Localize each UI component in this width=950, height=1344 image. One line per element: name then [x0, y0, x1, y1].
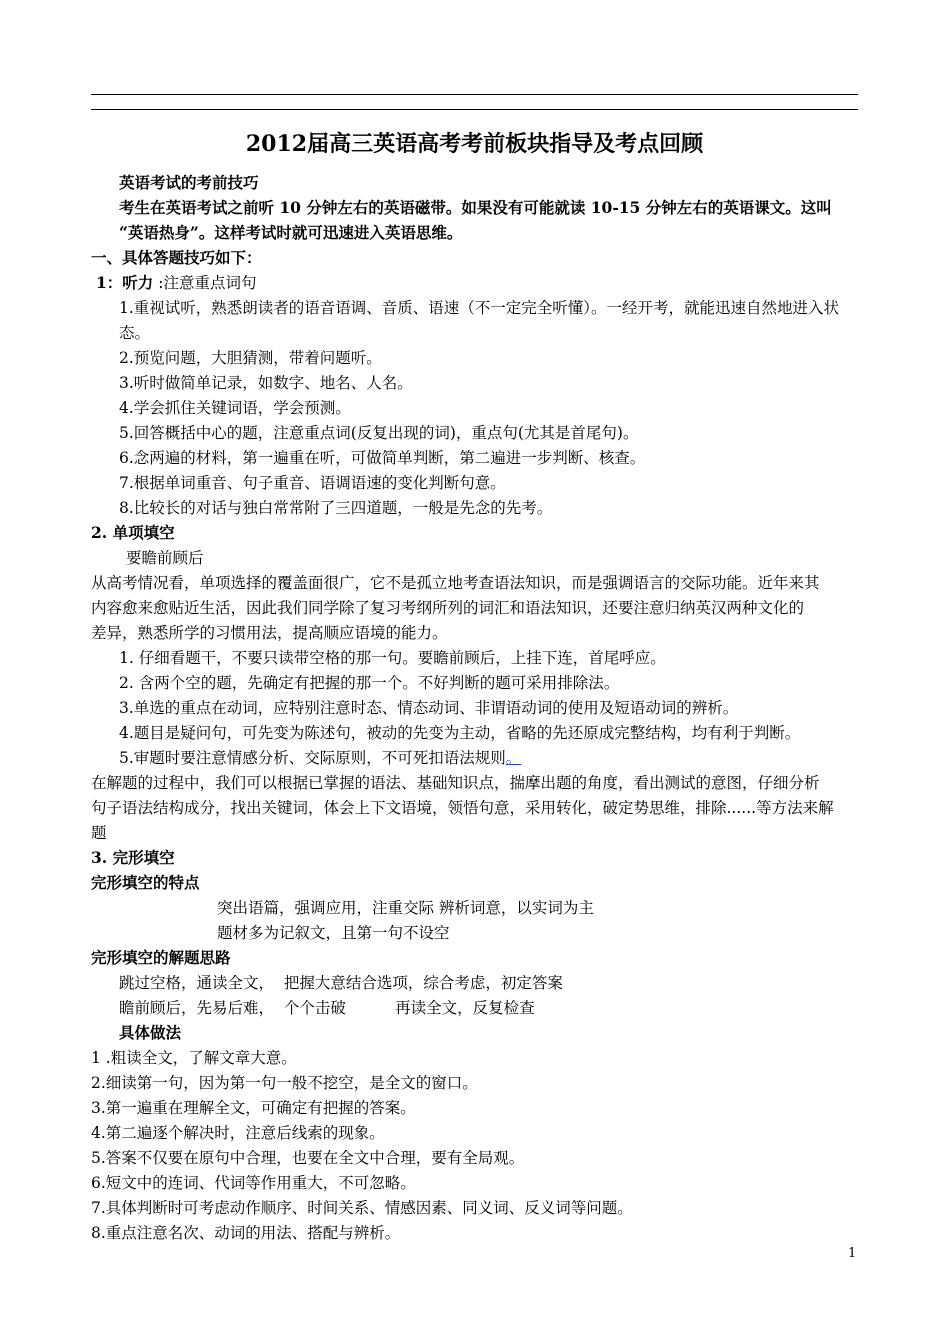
list-item: 4.学会抓住关键词语，学会预测。	[119, 399, 351, 417]
cloze-approach: 跳过空格，通读全文， 把握大意结合选项，综合考虑，初定答案	[119, 974, 563, 992]
list-item: 1. 仔细看题干，不要只读带空格的那一句。要瞻前顾后，上挂下连，首尾呼应。	[119, 649, 666, 667]
listening-subtitle: :注意重点词句	[158, 274, 257, 292]
list-item: 5.回答概括中心的题，注意重点词(反复出现的词)，重点句(尤其是首尾句)。	[119, 424, 639, 442]
list-item-text: 5.审题时要注意情感分析、交际原则，不可死扣语法规则	[119, 749, 506, 767]
paragraph-line: 在解题的过程中，我们可以根据已掌握的语法、基础知识点，揣摩出题的角度，看出测试的意图，仔细分析	[91, 774, 820, 792]
paragraph-line: 题	[91, 824, 107, 842]
cloze-approach: 瞻前顾后，先易后难， 个个击破 再读全文，反复检查	[119, 999, 535, 1017]
hyperlink[interactable]: 。	[505, 749, 522, 767]
header-rule-top	[91, 94, 858, 95]
single-choice-tip: 要瞻前顾后	[126, 549, 204, 567]
list-item: 7.具体判断时可考虑动作顺序、时间关系、情感因素、同义词、反义词等问题。	[91, 1199, 633, 1217]
listening-heading: 1：听力	[96, 273, 154, 292]
list-item-5	[119, 746, 521, 770]
document-title: 2012届高三英语高考考前板块指导及考点回顾	[245, 131, 704, 157]
cloze-method-heading: 具体做法	[119, 1023, 182, 1042]
list-item: 8.比较长的对话与独白常常附了三四道题，一般是先念的先考。	[119, 499, 553, 517]
list-item: 2.预览问题，大胆猜测，带着问题听。	[119, 349, 382, 367]
cloze-feature: 题材多为记叙文，且第一句不设空	[217, 924, 450, 942]
page-number: 1	[848, 1246, 857, 1261]
list-item: 1.重视试听，熟悉朗读者的语音语调、音质、语速（不一定完全听懂）。一经开考，就能迅速自然地进入状	[119, 299, 840, 317]
cloze-heading: 3. 完形填空	[91, 848, 175, 867]
cloze-feature: 突出语篇，强调应用，注重交际 辨析词意，以实词为主	[217, 899, 594, 917]
paragraph-line: 差异，熟悉所学的习惯用法，提高顺应语境的能力。	[91, 624, 448, 642]
list-item: 3.单选的重点在动词，应特别注意时态、情态动词、非谓语动词的使用及短语动词的辨析。	[119, 699, 739, 717]
list-item: 3.第一遍重在理解全文，可确定有把握的答案。	[91, 1099, 416, 1117]
list-item: 1 .粗读全文，了解文章大意。	[91, 1049, 297, 1067]
intro-line-1: 考生在英语考试之前听 10 分钟左右的英语磁带。如果没有可能就读 10-15 分钟左右的英语课文。这叫	[119, 198, 832, 217]
paragraph-line: 内容愈来愈贴近生活，因此我们同学除了复习考纲所列的词汇和语法知识，还要注意归纳英汉两种文化的	[91, 599, 805, 617]
list-item: 6.念两遍的材料，第一遍重在听，可做简单判断，第二遍进一步判断、核查。	[119, 449, 646, 467]
list-item: 3.听时做简单记录，如数字、地名、人名。	[119, 374, 413, 392]
list-item: 2.细读第一句，因为第一句一般不挖空，是全文的窗口。	[91, 1074, 478, 1092]
cloze-approach-heading: 完形填空的解题思路	[91, 948, 231, 967]
listening-heading-line	[96, 271, 256, 295]
list-item: 7.根据单词重音、句子重音、语调语速的变化判断句意。	[119, 474, 506, 492]
paragraph-line: 句子语法结构成分，找出关键词，体会上下文语境，领悟句意，采用转化，破定势思维，排除......等方法来解	[91, 799, 834, 817]
intro-heading: 英语考试的考前技巧	[119, 173, 259, 192]
cloze-features-heading: 完形填空的特点	[91, 873, 200, 892]
list-item: 5.答案不仅要在原句中合理，也要在全文中合理，要有全局观。	[91, 1149, 525, 1167]
single-choice-heading: 2. 单项填空	[91, 523, 175, 542]
paragraph-line: 从高考情况看，单项选择的覆盖面很广，它不是孤立地考查语法知识，而是强调语言的交际功能。近年来其	[91, 574, 820, 592]
section-heading: 一、具体答题技巧如下：	[91, 248, 262, 267]
header-rule-bottom	[91, 109, 858, 110]
list-item: 态。	[119, 324, 151, 342]
list-item: 8.重点注意名次、动词的用法、搭配与辨析。	[91, 1224, 401, 1242]
list-item: 4.第二遍逐个解决时，注意后线索的现象。	[91, 1124, 385, 1142]
list-item: 6.短文中的连词、代词等作用重大，不可忽略。	[91, 1174, 416, 1192]
list-item: 2. 含两个空的题，先确定有把握的那一个。不好判断的题可采用排除法。	[119, 674, 620, 692]
intro-line-2: “英语热身”。这样考试时就可迅速进入英语思维。	[119, 223, 463, 242]
list-item: 4.题目是疑问句，可先变为陈述句，被动的先变为主动，省略的先还原成完整结构，均有利于判断。	[119, 724, 801, 742]
